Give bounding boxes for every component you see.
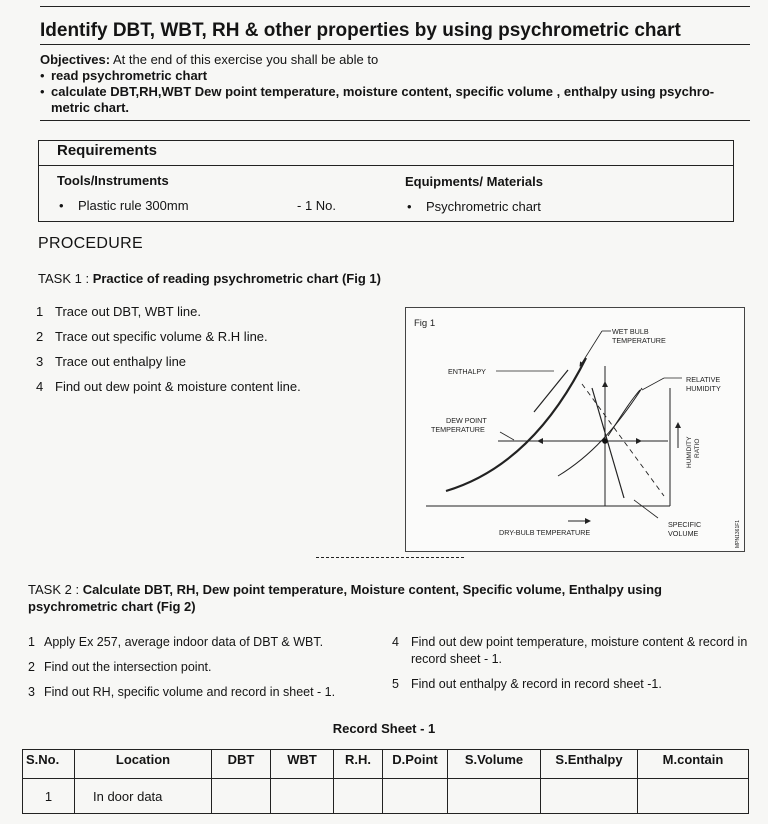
figure-label: Fig 1: [414, 318, 436, 329]
step-number: 2: [28, 660, 35, 674]
humidity-ratio-label-2: RATIO: [694, 438, 701, 458]
tool-quantity: - 1 No.: [297, 198, 337, 213]
specific-volume-label-2: VOLUME: [668, 529, 699, 538]
list-item: [392, 634, 752, 668]
requirements-header: [39, 141, 733, 166]
dew-point-label-2: TEMPERATURE: [431, 425, 485, 434]
step-number: 1: [36, 304, 44, 319]
humidity-ratio-label: HUMIDITY: [686, 436, 693, 468]
step-text: Find out RH, specific volume and record in sheet - 1.: [44, 685, 336, 699]
objectives-intro: At the end of this exercise you shall be able to: [113, 52, 379, 67]
list-item: [36, 304, 301, 329]
step-number: 3: [28, 685, 35, 699]
record-sheet-title: Record Sheet - 1: [332, 721, 436, 736]
step-text: Apply Ex 257, average indoor data of DBT & WBT.: [44, 635, 324, 649]
task2-title: Calculate DBT, RH, Dew point temperature, Moisture content, Specific volume, Enthalpy using psychrometric chart (Fig 2): [28, 582, 662, 614]
wet-bulb-label-2: TEMPERATURE: [612, 336, 666, 345]
list-item: [28, 635, 335, 660]
column-header: S.No.: [23, 750, 75, 779]
objective-item: • calculate DBT,RH,WBT Dew point temperature, moisture content, specific volume , enthalpy using psychro-metric chart.: [40, 84, 750, 116]
step-number: 1: [28, 635, 35, 649]
objectives: [40, 52, 750, 116]
specific-volume-line: [592, 388, 624, 498]
specific-leader: [634, 500, 658, 518]
task1-heading: [38, 271, 381, 286]
table-cell[interactable]: [541, 779, 638, 814]
section-divider: [316, 557, 464, 558]
table-cell: 1: [23, 779, 75, 814]
column-header: M.contain: [638, 750, 749, 779]
step-number: 4: [36, 379, 44, 394]
task2-heading: [28, 581, 748, 615]
table-cell[interactable]: [212, 779, 271, 814]
table-cell[interactable]: [334, 779, 383, 814]
specific-volume-label: SPECIFIC: [668, 520, 702, 529]
dew-point-label: DEW POINT: [446, 416, 487, 425]
equipment-item: • Psychrometric chart: [407, 199, 541, 214]
step-number: 3: [36, 354, 44, 369]
column-header: D.Point: [383, 750, 448, 779]
figure-code: MPN1361F1: [735, 519, 741, 548]
list-item: [28, 660, 335, 685]
step-text: Find out dew point temperature, moisture content & record in record sheet - 1.: [411, 635, 748, 666]
tool-name: Plastic rule 300mm: [78, 198, 189, 213]
objectives-list: [40, 68, 750, 116]
enthalpy-label: ENTHALPY: [448, 367, 486, 376]
column-header: S.Enthalpy: [541, 750, 638, 779]
page-title: Identify DBT, WBT, RH & other properties by using psychrometric chart: [40, 20, 681, 41]
dry-bulb-label: DRY-BULB TEMPERATURE: [499, 528, 591, 537]
tool-item: • Plastic rule 300mm: [59, 198, 189, 213]
step-text: Find out dew point & moisture content line.: [55, 379, 301, 394]
column-header: DBT: [212, 750, 271, 779]
table-cell[interactable]: [448, 779, 541, 814]
wet-bulb-arrow: [580, 331, 602, 366]
psychrometric-figure: [405, 307, 745, 552]
rh-curve: [558, 388, 642, 476]
wet-bulb-label: WET BULB: [612, 327, 649, 336]
requirements-title: Requirements: [57, 142, 158, 159]
tools-heading: Tools/Instruments: [57, 173, 169, 188]
table-cell[interactable]: [271, 779, 334, 814]
objectives-label: Objectives:: [40, 52, 111, 67]
step-text: Trace out specific volume & R.H line.: [55, 329, 268, 344]
equipment-heading: Equipments/ Materials: [405, 174, 543, 189]
relative-humidity-label: RELATIVE: [686, 375, 721, 384]
step-text: Trace out DBT, WBT line.: [55, 304, 201, 319]
title-rule: [40, 44, 750, 45]
rh-curve-segment: [608, 390, 640, 436]
procedure-heading: PROCEDURE: [38, 235, 143, 252]
table-header-row: [23, 750, 749, 779]
task2-label: TASK 2 :: [28, 582, 80, 597]
task2-steps-left: [28, 635, 335, 710]
step-text: Find out enthalpy & record in record sheet -1.: [411, 677, 662, 691]
task1-steps: [36, 304, 301, 404]
step-number: 5: [392, 677, 399, 691]
psychrometric-diagram: [406, 308, 744, 551]
top-rule: [40, 6, 750, 7]
table-row: [23, 779, 749, 814]
list-item: [36, 354, 301, 379]
wet-bulb-line: [582, 384, 664, 496]
objective-item: • read psychrometric chart: [40, 68, 750, 84]
list-item: [36, 379, 301, 404]
column-header: S.Volume: [448, 750, 541, 779]
equipment-name: Psychrometric chart: [426, 199, 541, 214]
list-item: [392, 676, 752, 693]
table-cell[interactable]: [383, 779, 448, 814]
table-cell[interactable]: [638, 779, 749, 814]
record-sheet-table: [22, 749, 749, 814]
step-text: Find out the intersection point.: [44, 660, 212, 674]
task1-title: Practice of reading psychrometric chart (Fig 1): [92, 271, 381, 286]
dew-leader: [500, 432, 514, 440]
list-item: [28, 685, 335, 710]
rh-leader-2: [642, 378, 664, 390]
requirements-box: [38, 140, 734, 222]
state-point: [602, 438, 608, 444]
enthalpy-line: [534, 370, 568, 412]
relative-humidity-label-2: HUMIDITY: [686, 384, 721, 393]
column-header: WBT: [271, 750, 334, 779]
list-item: [36, 329, 301, 354]
objectives-rule: [40, 120, 750, 121]
step-number: 4: [392, 635, 399, 649]
table-cell: In door data: [75, 779, 212, 814]
column-header: R.H.: [334, 750, 383, 779]
step-text: Trace out enthalpy line: [55, 354, 187, 369]
task1-label: TASK 1 :: [38, 271, 90, 286]
task2-steps-right: [392, 634, 752, 701]
column-header: Location: [75, 750, 212, 779]
step-number: 2: [36, 329, 44, 344]
